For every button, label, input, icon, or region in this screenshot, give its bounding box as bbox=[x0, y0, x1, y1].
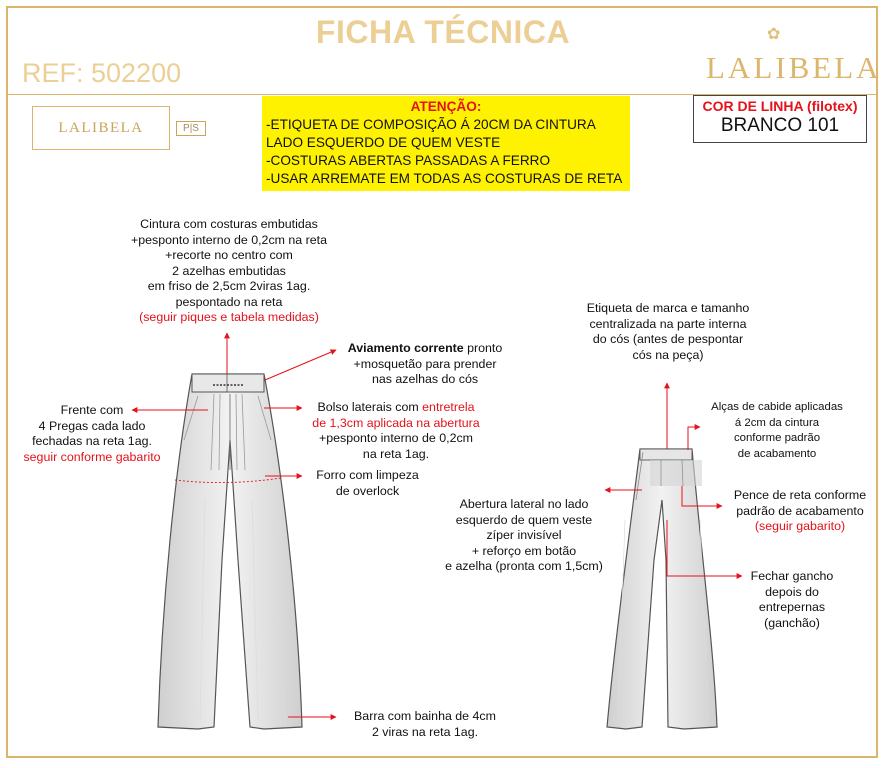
note-line: entrepernas bbox=[758, 600, 826, 614]
note-bolso bbox=[296, 400, 496, 462]
note-line: Fechar gancho bbox=[750, 569, 834, 583]
note-line: Forro com limpeza bbox=[316, 468, 419, 482]
note-line: Pence de reta conforme bbox=[733, 488, 867, 502]
note-line: fechadas na reta 1ag. bbox=[32, 434, 152, 448]
note-aviamento bbox=[340, 341, 510, 388]
note-line: Abertura lateral no lado bbox=[459, 497, 589, 511]
note-line: na reta 1ag. bbox=[362, 446, 430, 461]
bee-logo-icon: ✿ bbox=[767, 26, 781, 43]
note-red-text: entretrela bbox=[422, 400, 475, 414]
note-line: +pesponto interno de 0,2cm na reta bbox=[131, 232, 327, 247]
note-barra bbox=[335, 709, 515, 740]
thread-color-value: BRANCO 101 bbox=[720, 115, 840, 136]
note-red-line: de 1,3cm aplicada na abertura bbox=[312, 415, 480, 430]
attention-title: ATENÇÃO: bbox=[410, 99, 482, 114]
note-line: 4 Pregas cada lado bbox=[38, 418, 146, 433]
note-gancho bbox=[736, 569, 848, 631]
note-text: pronto bbox=[463, 341, 503, 355]
note-text: Bolso laterais com bbox=[317, 400, 423, 414]
note-line: padrão de acabamento bbox=[736, 503, 864, 518]
attention-line: -USAR ARREMATE EM TODAS AS COSTURAS DE RETA bbox=[266, 171, 623, 186]
thread-color-title: COR DE LINHA (filotex) bbox=[702, 98, 858, 114]
note-line: nas azelhas do cós bbox=[371, 372, 479, 386]
note-line: de acabamento bbox=[737, 447, 817, 460]
note-etiqueta bbox=[565, 301, 771, 363]
note-line: esquerdo de quem veste bbox=[455, 512, 593, 527]
note-line: á 2cm da cintura bbox=[734, 416, 820, 429]
note-pence bbox=[722, 488, 878, 535]
note-line: Frente com bbox=[60, 403, 124, 417]
note-line: centralizada na parte interna bbox=[589, 316, 747, 331]
note-cintura bbox=[104, 217, 354, 326]
note-line: depois do bbox=[765, 584, 819, 599]
note-line: +recorte no centro com bbox=[165, 248, 293, 262]
page-title: FICHA TÉCNICA bbox=[315, 14, 571, 50]
note-line: +pesponto interno de 0,2cm bbox=[319, 431, 473, 445]
note-line: +mosquetão para prender bbox=[353, 356, 497, 371]
note-line: 2 azelhas embutidas bbox=[172, 263, 286, 278]
note-line: (ganchão) bbox=[764, 615, 820, 630]
note-line: Etiqueta de marca e tamanho bbox=[586, 301, 750, 315]
attention-line: LADO ESQUERDO DE QUEM VESTE bbox=[266, 135, 501, 150]
note-line: Cintura com costuras embutidas bbox=[140, 217, 318, 231]
note-line: 2 viras na reta 1ag. bbox=[371, 724, 479, 739]
back-pants-drawing bbox=[607, 449, 717, 729]
note-line: pespontado na reta bbox=[175, 294, 283, 309]
note-alcas bbox=[696, 400, 858, 462]
note-line: Barra com bainha de 4cm bbox=[354, 709, 496, 723]
note-frente bbox=[12, 403, 172, 465]
note-abertura bbox=[416, 497, 632, 575]
note-red-line: (seguir piques e tabela medidas) bbox=[139, 310, 319, 324]
note-forro bbox=[300, 468, 435, 499]
note-line: conforme padrão bbox=[733, 432, 821, 444]
note-line: de overlock bbox=[335, 483, 400, 498]
note-line: + reforço em botão bbox=[471, 543, 577, 558]
note-line: cós na peça) bbox=[632, 347, 704, 362]
reference-code: REF: 502200 bbox=[22, 58, 182, 88]
note-line: do cós (antes de pespontar bbox=[592, 332, 744, 346]
attention-line: -COSTURAS ABERTAS PASSADAS A FERRO bbox=[266, 153, 551, 168]
note-line: Alças de cabide aplicadas bbox=[711, 401, 843, 413]
note-line bbox=[296, 400, 496, 416]
note-bold-text: Aviamento corrente bbox=[347, 341, 464, 355]
front-pants-drawing bbox=[158, 374, 302, 729]
note-line: zíper invisível bbox=[486, 528, 562, 542]
label-brand-text: LALIBELA bbox=[58, 119, 144, 136]
note-line: em friso de 2,5cm 2viras 1ag. bbox=[147, 279, 311, 293]
note-line: e azelha (pronta com 1,5cm) bbox=[445, 559, 603, 573]
size-label: P|S bbox=[176, 121, 206, 136]
brand-logo: LALIBELA bbox=[706, 50, 882, 85]
attention-line: -ETIQUETA DE COMPOSIÇÃO Á 20CM DA CINTURA bbox=[266, 117, 596, 132]
note-red-line: (seguir gabarito) bbox=[754, 519, 846, 533]
note-line bbox=[340, 341, 510, 357]
note-red-line: seguir conforme gabarito bbox=[23, 449, 161, 464]
